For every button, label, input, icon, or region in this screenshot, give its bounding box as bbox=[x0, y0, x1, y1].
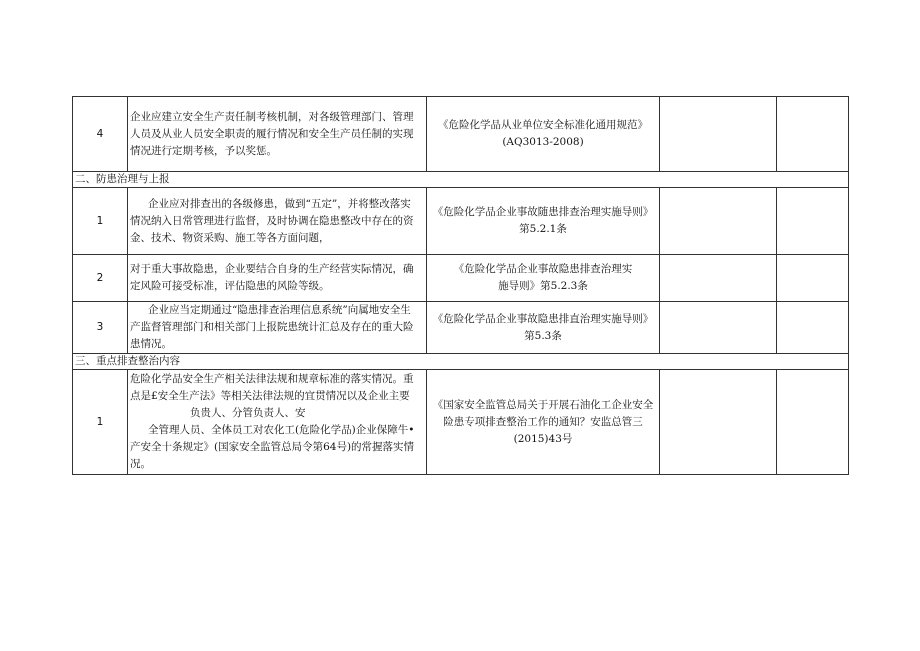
table-row bbox=[73, 302, 849, 354]
basis-line: 施导则》第5.2.3条 bbox=[498, 280, 588, 292]
content-line: 产监督管理部门和相关部门上报院患统计汇总及存在的重大险 bbox=[130, 321, 414, 333]
empty-cell bbox=[660, 255, 777, 302]
empty-cell bbox=[777, 370, 849, 475]
table-row bbox=[73, 97, 849, 172]
section-title: 三、重点排查整治内容 bbox=[73, 354, 849, 370]
content-line: 企业应对排查出的各级修患，做到“五定”，并将整改落实 bbox=[148, 197, 411, 210]
inspection-table bbox=[72, 96, 849, 475]
item-number: 1 bbox=[73, 188, 128, 255]
item-basis bbox=[427, 188, 660, 255]
empty-cell bbox=[777, 255, 849, 302]
content-line: 点是£安全生产法》等相关法律法规的宜贯情况以及企业主要 bbox=[130, 390, 410, 402]
content-line: 金、技术、物资采购、施工等各方面问题， bbox=[130, 231, 330, 244]
basis-line: 第5.2.1条 bbox=[519, 223, 567, 235]
basis-line: 《危险化学品从业单位安全标准化通用规范》 bbox=[438, 119, 648, 131]
item-basis bbox=[427, 97, 660, 172]
item-number: 4 bbox=[73, 97, 128, 172]
empty-cell bbox=[777, 97, 849, 172]
content-line: 对于重大事故隐患，企业要结合自身的生产经营实际情况，确 bbox=[130, 263, 414, 275]
content-line: 负贵人、分管负责人、安 bbox=[190, 407, 306, 419]
table-row bbox=[73, 255, 849, 302]
item-content bbox=[128, 188, 427, 255]
item-content bbox=[128, 97, 427, 172]
table-row bbox=[73, 370, 849, 475]
basis-line: 《危险化学品企业事故随患排查治理实施导则》 bbox=[432, 206, 654, 218]
section-title: 二、防患治理与上报 bbox=[73, 172, 849, 188]
content-line: 情况进行定期考核，予以奖惩。 bbox=[130, 144, 277, 157]
item-number: 3 bbox=[73, 302, 128, 354]
item-basis bbox=[427, 255, 660, 302]
item-basis bbox=[427, 302, 660, 354]
content-line: 危险化学品安全生产相关法律法规和规章标准的落实情况。重 bbox=[130, 373, 414, 385]
basis-line: 《危险化学品企业事故隐患排查治理实 bbox=[453, 263, 633, 275]
content-line: 产安全十条规定》(国家安全监管总局令第64号)的常握落实情 bbox=[130, 441, 415, 453]
section-row bbox=[73, 354, 849, 370]
content-line: 全管理人员、全体员工对农化工(危险化学品)企业保障牛• bbox=[148, 424, 415, 436]
basis-line: 险患专项排查整治工作的通知？安监总管三 bbox=[443, 415, 643, 428]
basis-line: 第5.3条 bbox=[524, 329, 562, 342]
empty-cell bbox=[660, 188, 777, 255]
item-number: 2 bbox=[73, 255, 128, 302]
section-row bbox=[73, 172, 849, 188]
item-content bbox=[128, 302, 427, 354]
content-line: 情况纳入日常管理进行监督，及时协调在隐患整改中存在的资 bbox=[130, 214, 414, 227]
empty-cell bbox=[660, 97, 777, 172]
table-row bbox=[73, 188, 849, 255]
item-number: 1 bbox=[73, 370, 128, 475]
content-line: 企业应建立安全生产责任制考核机制，对各级管理部门、管理 bbox=[130, 110, 414, 123]
item-content bbox=[128, 370, 427, 475]
item-content bbox=[128, 255, 427, 302]
content-line: 定风险可接受标准，评估隐患的风险等级。 bbox=[130, 280, 330, 292]
item-basis bbox=[427, 370, 660, 475]
empty-cell bbox=[660, 370, 777, 475]
content-line: 人员及从业人员安全职责的履行情况和安全生产员任制的实现 bbox=[130, 127, 414, 140]
basis-line: 《危险化学品企业事故隐患排直治理实施导则》 bbox=[432, 312, 654, 325]
empty-cell bbox=[777, 188, 849, 255]
empty-cell bbox=[777, 302, 849, 354]
basis-line: 《国家安全监管总局关于开展石油化工企业安全 bbox=[432, 398, 654, 411]
content-line: 患情况。 bbox=[130, 338, 172, 350]
empty-cell bbox=[660, 302, 777, 354]
content-line: 况。 bbox=[130, 458, 151, 470]
basis-line: (2015)43号 bbox=[513, 432, 573, 445]
content-line: 企业应当定期通过“隐患排查治理信息系统”向属地安全生 bbox=[148, 304, 411, 316]
basis-line: (AQ3013-2008) bbox=[502, 136, 584, 148]
